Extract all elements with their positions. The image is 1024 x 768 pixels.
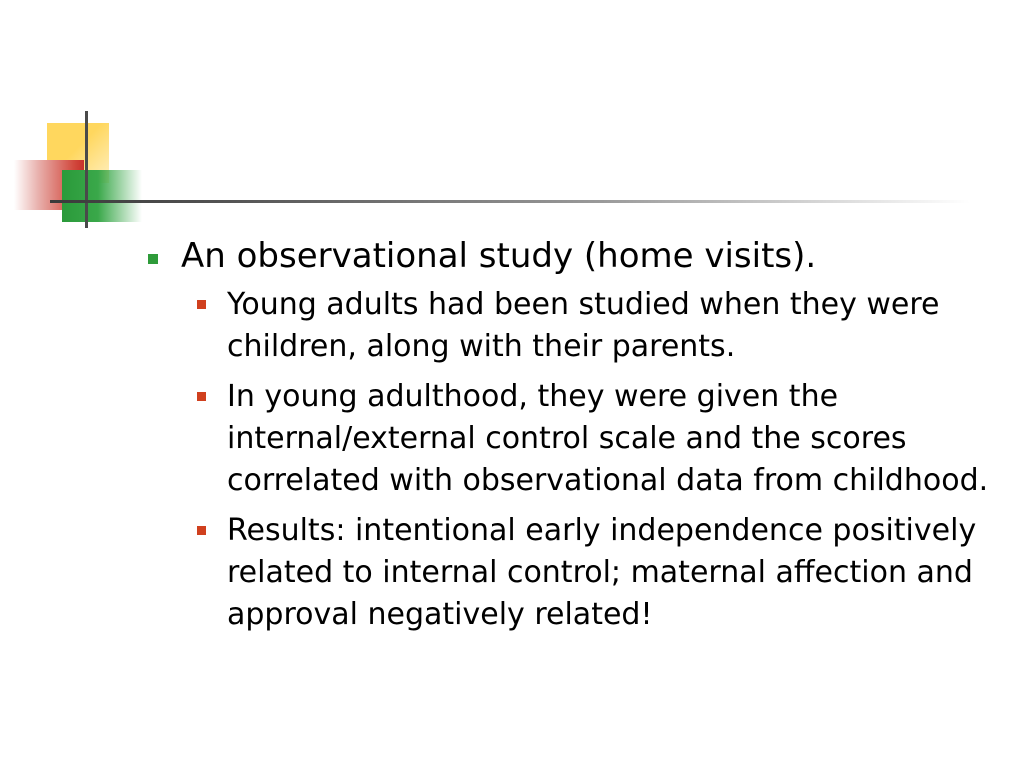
square-bullet-icon bbox=[148, 254, 158, 264]
ornament-green-square bbox=[62, 170, 142, 222]
bullet-level2-item bbox=[145, 510, 995, 636]
bullet-level1-text: An observational study (home visits). bbox=[181, 236, 817, 276]
square-bullet-icon bbox=[197, 392, 206, 401]
square-bullet-icon bbox=[197, 300, 206, 309]
bullet-content bbox=[145, 230, 995, 636]
bullet-level2-item bbox=[145, 376, 995, 502]
bullet-level2-text: In young adulthood, they were given the internal/external control scale and the scores correlated with observational data from childhood. bbox=[227, 379, 989, 498]
square-bullet-icon bbox=[197, 526, 206, 535]
bullet-level1-item bbox=[145, 230, 995, 282]
bullet-level2-text: Results: intentional early independence positively related to internal control; maternal affection and approval negatively related! bbox=[227, 513, 977, 632]
bullet-level2-item bbox=[145, 284, 995, 368]
title-divider-rule bbox=[50, 200, 970, 203]
bullet-level2-text: Young adults had been studied when they were children, along with their parents. bbox=[227, 287, 940, 364]
ornament-vertical-rule bbox=[85, 111, 88, 228]
sub-bullet-list bbox=[145, 284, 995, 636]
